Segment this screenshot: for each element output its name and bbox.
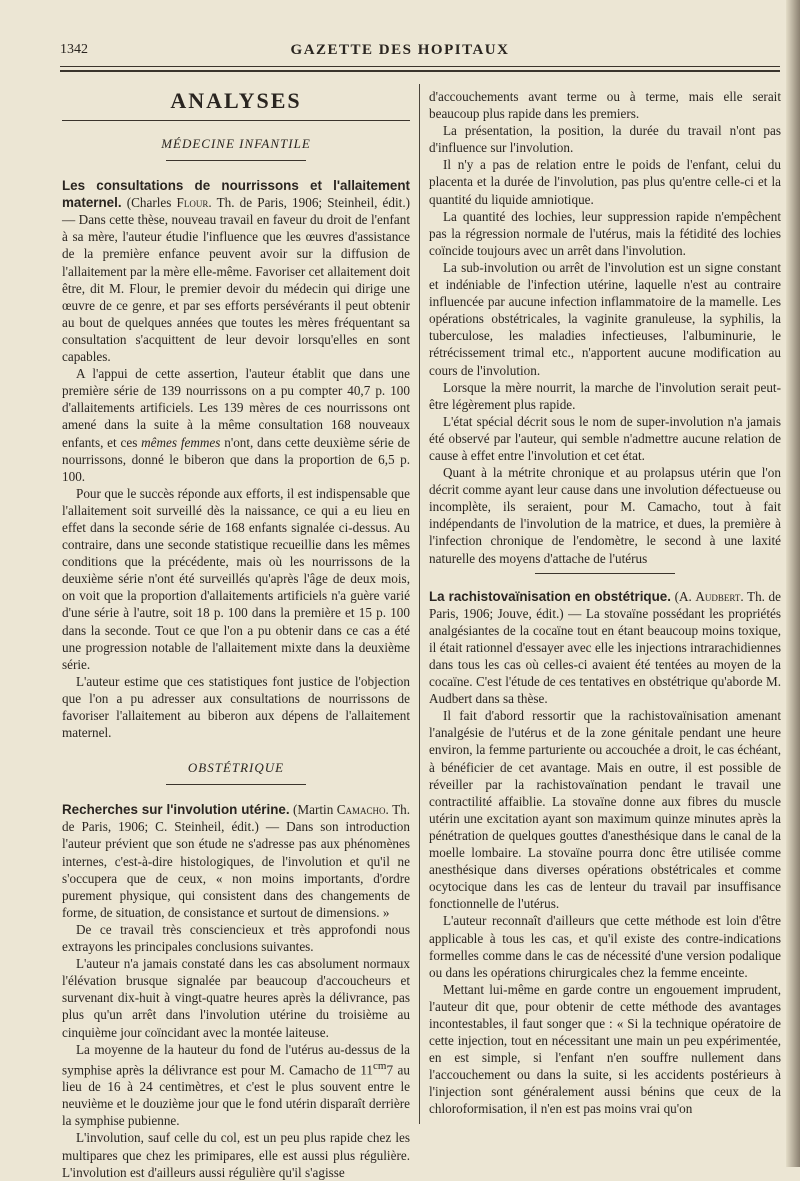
article1-paragraph-3: Pour que le succès réponde aux efforts, il est indispensable que l'allaitement soit surveillé dès la naissance, ce qui a eu lieu en effet dans la seconde série de 168 enfants signalée ci-dessus. Au contraire, dans une seconde statistique recueillie dans les mêmes conditions que la précédente, mais où les nourrissons de la deuxième série n'ont été surveillés qu'après l'âge de deux mois, on voit que la proportion d'allaitements artificiels n'a guère varié d'une série à l'autre, soit 18 p. 100 dans la première et 15 p. 100 dans la seconde. Tout ce que l'on a pu obtenir dans ce cas a été une progression notable de l'allaitement mixte dans la deuxième série.: [62, 485, 410, 672]
article2-paragraph-8: La quantité des lochies, leur suppression rapide n'empêchent pas la régression normale de l'utérus, mais la fétidité des lochies coïncide toujours avec un arrêt dans l'involution.: [429, 208, 781, 258]
left-column: [62, 88, 410, 1181]
article2-paragraph-6: La présentation, la position, la durée du travail n'ont pas d'influence sur l'involution.: [429, 123, 781, 156]
article2-paragraph-9: La sub-involution ou arrêt de l'involution est un signe constant et indéniable de l'infection utérine, laquelle n'est au contraire influencée par aucune infection inflammatoire de la mamelle. Les opérations obstétricales, la vaginite granuleuse, la syphilis, la tuberculose, les maladies infectieuses, l'albuminurie, le rétrécissement trimal etc., n'apportent aucune modification au cours de l'involution.: [429, 259, 781, 378]
article3-paragraph: La rachistovaïnisation en obstétrique. (A. Audbert. Th. de Paris, 1906; Jouve, édit.) — La stovaïne possédant les propriétés analgésiantes de la cocaïne tout en étant beaucoup moins toxique, il était rationnel d'essayer avec elle les injections intrarachidiennes dans tous les cas où celles-ci avaient été tentées au moyen de la cocaïne. C'est l'étude de ces tentatives en obstétrique qu'aborde M. Audbert dans sa thèse.: [429, 588, 781, 707]
section-title: ANALYSES: [170, 88, 302, 113]
article2-author: Camacho.: [336, 802, 389, 818]
journal-title: GAZETTE DES HOPITAUX: [290, 42, 510, 58]
article2-paragraph-3: L'auteur n'a jamais constaté dans les cas absolument normaux l'élévation brusque signalée par beaucoup d'accoucheurs et survenant dix-huit à vingt-quatre heures après la délivrance, pas plus qu'un arrêt dans l'involution utérine du troisième au cinquième jour coïncidant avec la montée laiteuse.: [62, 956, 410, 1040]
article2-paragraph-2: De ce travail très consciencieux et très approfondi nous extrayons les principales conclusions suivantes.: [62, 921, 410, 955]
column-divider: [419, 84, 420, 1124]
article3-paragraph-3: L'auteur reconnaît d'ailleurs que cette méthode est loin d'être applicable à tous les cas, et qu'il existe des contre-indications formelles comme dans le cas de nécessité d'une version podalique ou dans les opérations chirurgicales chez la femme enceinte.: [429, 913, 781, 980]
article2-paragraph-7: Il n'y a pas de relation entre le poids de l'enfant, celui du placenta et la durée de l'involution, pas plus qu'entre celle-ci et la quantité du liquide amniotique.: [429, 157, 781, 207]
header-rule-thick: [60, 70, 780, 72]
article1-paragraph: Les consultations de nourrissons et l'allaitement maternel. (Charles Flour. Th. de Paris, 1906; Steinheil, édit.) — Dans cette thèse, nouveau travail en faveur du droit de l'enfant à sa mère, l'auteur étudie l'influence que les œuvres d'assistance de la première enfance peuvent avoir sur la diffusion de l'allaitement par la mère elle-même. Favoriser cet allaitement doit être, dit M. Flour, le premier devoir du médecin qui dirige une œuvre de ce genre, et par ses efforts persévérants il peut obtenir au bout de quelques années que toutes les mères fréquentant sa consultation s'acquittent de leur devoir lorsqu'elles en sont capables.: [62, 178, 411, 365]
article2-paragraph-12: Quant à la métrite chronique et au prolapsus utérin que l'on décrit comme ayant leur cause dans une involution défectueuse ou incomplète, ils seraient, pour M. Camacho, tout à fait indépendants de l'involution de la matrice, et dues, la première à l'infection chronique de l'endomètre, le second à une laxité naturelle des moyens d'attache de l'utérus: [429, 465, 781, 566]
article1-title: Les consultations de nourrissons et l'allaitement maternel.: [62, 178, 410, 211]
article2-paragraph-4: La moyenne de la hauteur du fond de l'utérus au-dessus de la symphise après la délivrance est pour M. Camacho de $11^{cm}7$ au lieu de 16 à 24 centimètres, et c'est le plus souvent entre le neuvième et le douzième jour que le fond utérin disparaît derrière la symphise pubienne.: [62, 1041, 410, 1129]
rubric-rule-2: [166, 784, 306, 785]
article2-paragraph-11: L'état spécial décrit sous le nom de super-involution n'a jamais été observé par l'auteur, qui semble n'admettre aucune relation de cause à effet entre l'involution et cet état.: [429, 413, 781, 463]
article2-title: Recherches sur l'involution utérine.: [62, 802, 290, 818]
article2-paragraph-5: L'involution, sauf celle du col, est un peu plus rapide chez les multipares que chez les primipares, elle est aussi plus régulière. L'involution est d'ailleurs aussi régulière qu'il s'agisse: [62, 1130, 410, 1180]
page-number: 1342: [60, 42, 88, 57]
article2-paragraph: Recherches sur l'involution utérine. (Martin Camacho. Th. de Paris, 1906; C. Steinheil, édit.) — Dans son introduction l'auteur prévient que son étude ne s'adresse pas aux phénomènes internes, c'est-à-dire histologiques, de l'involution et qu'il ne s'occupera que de ceux, « non moins importants, d'ordre purement physique, qui consistent dans des changements de forme, de situation, de consistance et surtout de dimensions. »: [62, 802, 411, 920]
article1-author: Flour.: [176, 195, 212, 211]
header-rule: [60, 66, 780, 67]
article3-author: Audbert.: [695, 588, 744, 604]
article2-paragraph-10: Lorsque la mère nourrit, la marche de l'involution serait peut-être légèrement plus rapide.: [429, 379, 781, 412]
article3-paragraph-2: Il fait d'abord ressortir que la rachistovaïnisation amenant l'analgésie de l'utérus et de la zone génitale pendant une heure environ, la femme parturiente ou accouchée a droit, le cas échéant, à bénéficier de cet avantage. Mais en outre, il est possible de réveiller par la rachistovaïnation pendant le travail une contractilité affaiblie. La stovaïne donne aux fibres du muscle utérin une excitation ayant son maximum quinze minutes après la pénétration de quelques gouttes d'anesthésique dans le canal de la moelle lombaire. La stovaïne pourra donc être utilisée comme anesthésique dans diverses opérations obstétricales et comme ocytocique dans les cas de lenteur du travail par insuffisance fonctionnelle de l'utérus.: [429, 708, 781, 912]
article3-paragraph-4: Mettant lui-même en garde contre un engouement imprudent, l'auteur dit que, pour obtenir de cette méthode des avantages incontestables, il faut songer que : « Si la technique opératoire de cette injection, tout en nécessitant une main un peu expérimentée, en est simple, si l'enfant n'en souffre nullement dans l'accouchement ou dans la suite, si les accidents postérieurs à l'injection sont généralement aussi bénins que ceux de la chloroformisation, il n'en est pas moins vrai qu'on: [429, 981, 781, 1117]
article1-paragraph-4: L'auteur estime que ces statistiques font justice de l'objection que l'on a pu adresser aux consultations de nourrissons de favoriser l'allaitement au biberon aux dépens de l'allaitement maternel.: [62, 673, 410, 741]
section-rule: [62, 120, 410, 121]
rubric-medecine-infantile: MÉDECINE INFANTILE: [161, 136, 311, 151]
article-separator: [535, 573, 675, 574]
rubric-obstetrique: OBSTÉTRIQUE: [187, 760, 285, 776]
article1-paragraph-2: A l'appui de cette assertion, l'auteur établit que dans une première série de 139 nourrissons on a pu compter 40,7 p. 100 d'allaitements artificiels. Les 139 mères de ces nourrissons ont amené dans la suite à la même consultation 168 nouveaux enfants, et ces mêmes femmes n'ont, dans cette deuxième série de nourrissons, donné le biberon que dans la proportion de 6,5 p. 100.: [62, 366, 411, 484]
article2-continued: d'accouchements avant terme ou à terme, mais elle serait beaucoup plus rapide dans les premiers.: [429, 89, 781, 122]
page-edge-shadow: [786, 0, 800, 1167]
rubric-rule: [166, 160, 306, 161]
right-column: [429, 88, 781, 1118]
article3-title: La rachistovaïnisation en obstétrique.: [429, 588, 671, 604]
